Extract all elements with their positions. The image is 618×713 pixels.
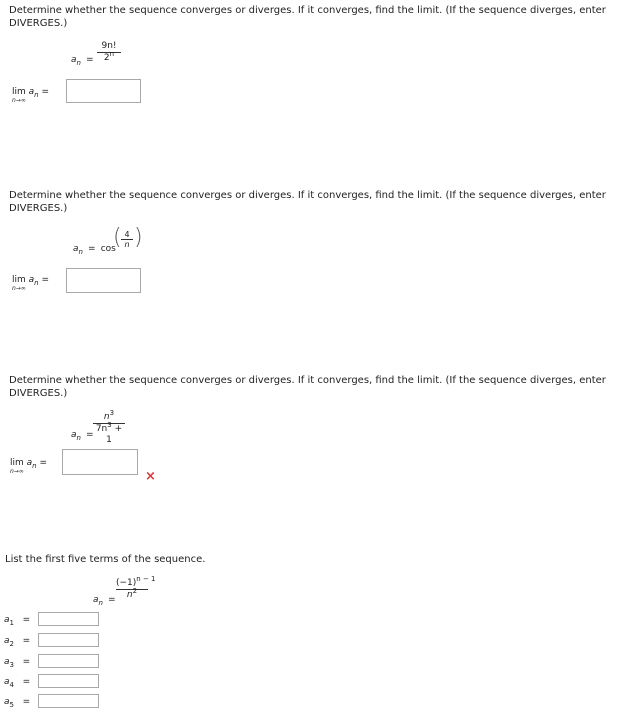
term-5-label: $a_5$ =: [4, 697, 31, 709]
problem4-numerator: $(-1)^{n - 1}$: [116, 575, 156, 588]
incorrect-x-icon: ×: [145, 469, 156, 484]
term-2-input[interactable]: [38, 633, 99, 647]
problem3-limit-label: $\lim a_n$ = n→∞: [10, 458, 48, 475]
term-4-input[interactable]: [38, 674, 99, 688]
problem3-denominator: $7n^3 + 1$: [95, 421, 123, 445]
problem4-denominator: $n^2$: [126, 587, 138, 600]
problem2-right-paren: ): [134, 225, 143, 250]
term-3-label: $a_3$ =: [4, 657, 31, 669]
problem4-formula: [116, 575, 156, 601]
term-2-label: $a_2$ =: [4, 636, 31, 648]
problem1-prompt: Determine whether the sequence converges or diverges. If it converges, find the limit. (If the sequence diverges, enter DIVERGES.): [9, 5, 606, 29]
term-3-input[interactable]: [38, 654, 99, 668]
problem2-prompt: Determine whether the sequence converges or diverges. If it converges, find the limit. (If the sequence diverges, enter DIVERGES.): [9, 190, 606, 214]
problem2-left-paren: (: [113, 225, 122, 250]
problem1-answer-input[interactable]: [66, 79, 141, 103]
problem3-formula: [93, 409, 125, 446]
problem2-limit-label: $\lim a_n$ = n→∞: [12, 275, 50, 292]
problem3-numerator: $n^3$: [103, 409, 115, 422]
problem1-numerator: 9n!: [101, 41, 117, 51]
problem1-limit-label: $\lim a_n$ = n→∞: [12, 87, 50, 104]
problem4-sequence-label: an =: [93, 595, 116, 607]
problem3-prompt: Determine whether the sequence converges or diverges. If it converges, find the limit. (If the sequence diverges, enter DIVERGES.): [9, 375, 606, 399]
problem4-prompt: List the first five terms of the sequence.: [5, 554, 206, 565]
term-4-label: $a_4$ =: [4, 677, 31, 689]
problem2-fraction: 4 n: [121, 230, 133, 249]
term-1-label: $a_1$ =: [4, 615, 31, 627]
term-1-input[interactable]: [38, 612, 99, 626]
problem1-sequence-label: an =: [71, 55, 94, 67]
problem1-formula: [96, 41, 122, 64]
problem3-sequence-label: an =: [71, 430, 94, 442]
term-5-input[interactable]: [38, 694, 99, 708]
problem1-denominator: 2$^n$: [103, 50, 115, 63]
problem3-answer-input[interactable]: [62, 449, 138, 475]
problem2-answer-input[interactable]: [66, 268, 141, 293]
problem2-sequence-label: an = cos: [73, 244, 116, 256]
